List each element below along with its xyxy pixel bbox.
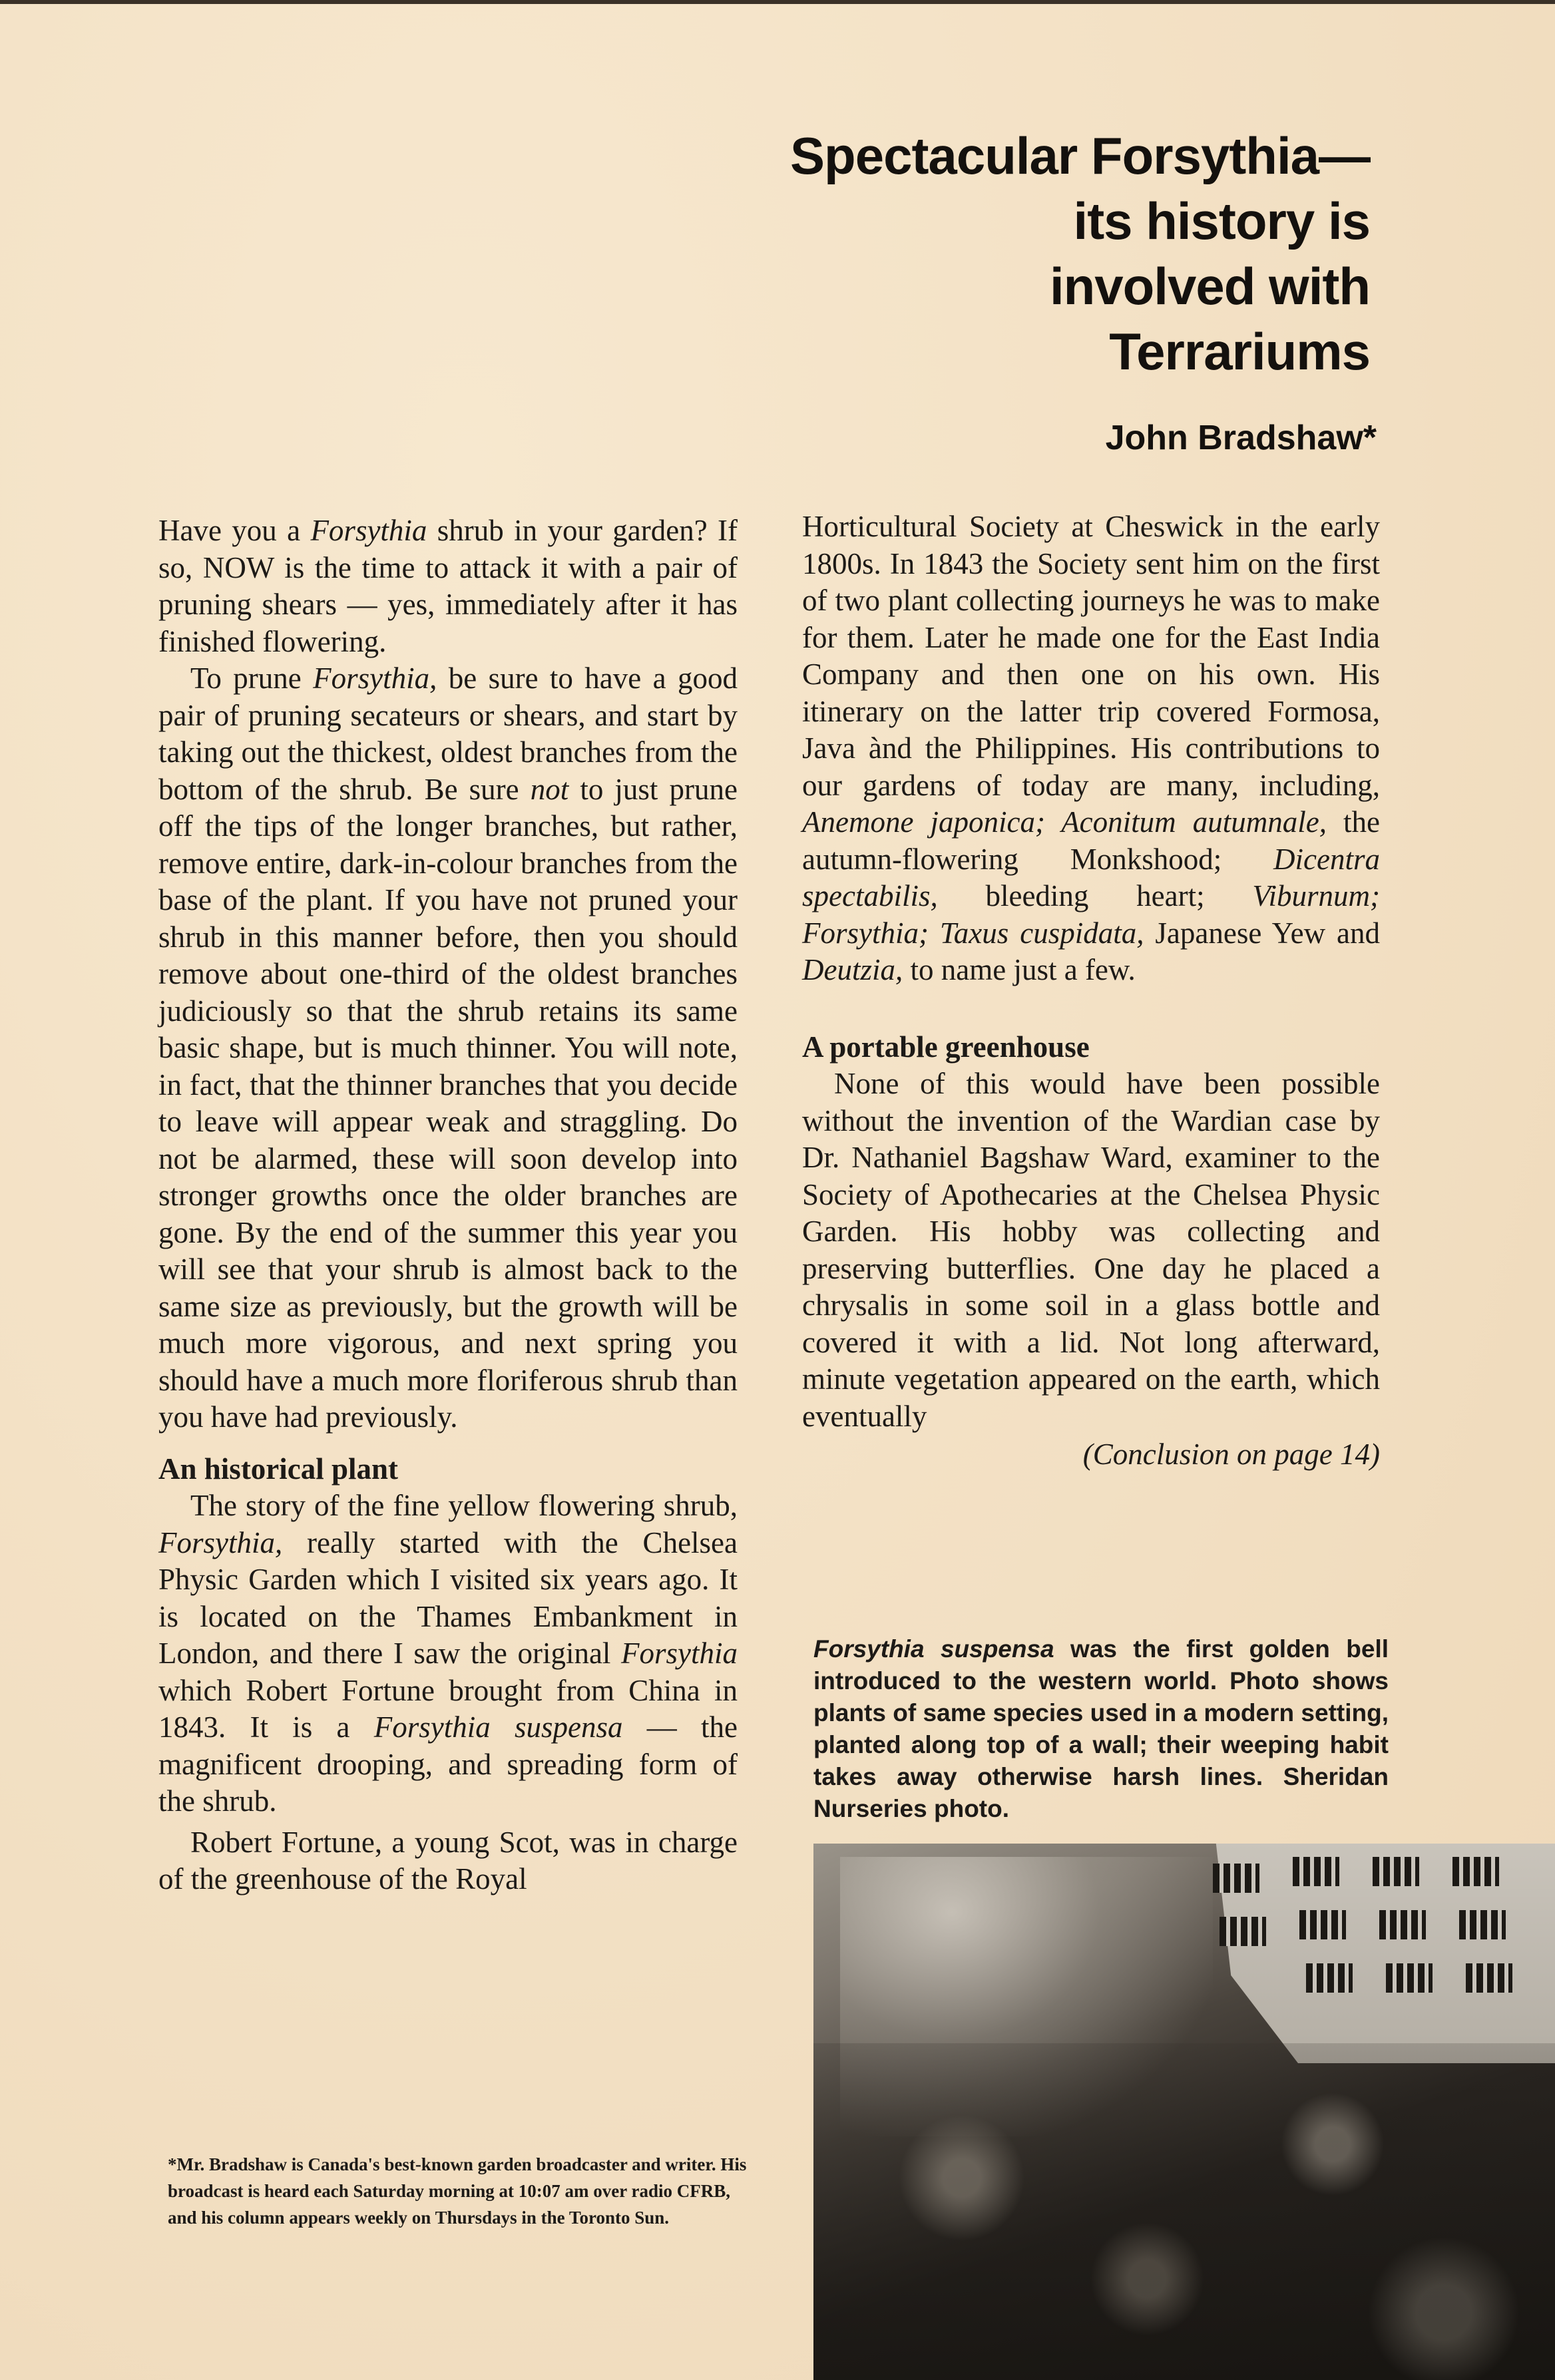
article-title — [704, 123, 1370, 384]
forsythia-photo — [813, 1844, 1555, 2380]
page-top-rule — [0, 0, 1555, 4]
photo-building-window — [1293, 1857, 1339, 1886]
photo-building-window — [1466, 1963, 1512, 1993]
section-subhead: A portable greenhouse — [802, 1030, 1090, 1064]
photo-building-window — [1459, 1910, 1506, 1939]
paragraph: Horticultural Society at Cheswick in the early 1800s. In 1843 the Society sent him on the first of two plant collecting journeys he was to make for them. Later he made one for the East India Company and then one on his own. His itinerary on the latter trip covered Formosa, Java ànd the Philippines. His contributions to our gardens of today are many, including, Anemone japonica; Aconitum autumnale, the autumn-flowering Monkshood; Dicentra spectabilis, bleeding heart; Viburnum; Forsythia; Taxus cuspidata, Japanese Yew and Deutzia, to name just a few. — [802, 510, 1380, 986]
photo-drooping-forsythia — [813, 2043, 1555, 2380]
author-footnote: *Mr. Bradshaw is Canada's best-known garden broadcaster and writer. His broadcast is heard each Saturday morning at 10:07 am over radio CFRB, and his column appears weekly on Thursdays in the Toronto Sun. — [168, 2154, 747, 2228]
photo-building-window — [1373, 1857, 1419, 1886]
paragraph: Robert Fortune, a young Scot, was in charge of the greenhouse of the Royal — [158, 1825, 738, 1895]
title-line: involved with — [1049, 257, 1370, 315]
photo-building-window — [1220, 1917, 1266, 1946]
continuation-note: (Conclusion on page 14) — [1082, 1438, 1380, 1471]
title-line: its history is — [1073, 192, 1370, 250]
paragraph: The story of the fine yellow flowering shrub, Forsythia, really started with the Chelsea Physic Garden which I visited six years ago. It is located on the Thames Embankment in London, and there I saw the original Forsythia which Robert Fortune brought from China in 1843. It is a Forsythia suspensa — the magnificent drooping, and spreading form of the shrub. — [158, 1489, 738, 1818]
title-line: Spectacular Forsythia— — [790, 126, 1370, 185]
photo-building-window — [1379, 1910, 1426, 1939]
left-column — [158, 512, 738, 1898]
photo-building-window — [1299, 1910, 1346, 1939]
paragraph: Have you a Forsythia shrub in your garden? If so, NOW is the time to attack it with a pair of pruning shears — yes, immediately after it has finished flowering. — [158, 514, 738, 658]
photo-building-window — [1213, 1864, 1259, 1893]
paragraph: None of this would have been possible without the invention of the Wardian case by Dr. Nathaniel Bagshaw Ward, examiner to the Society of Apothecaries at the Chelsea Physic Garden. His hobby was collecting and preserving butterflies. One day he placed a chrysalis in some soil in a glass bottle and covered it with a lid. Not long afterward, minute vegetation appeared on the earth, which eventually — [802, 1067, 1380, 1433]
title-line: Terrariums — [1109, 322, 1370, 381]
section-subhead: An historical plant — [158, 1452, 399, 1486]
photo-building-window — [1306, 1963, 1353, 1993]
photo-building-window — [1452, 1857, 1499, 1886]
photo-building-window — [1386, 1963, 1433, 1993]
photo-caption: Forsythia suspensa was the first golden bell introduced to the western world. Photo shows plants of same species used in a modern setting, planted along top of a wall; their weeping habit takes away otherwise harsh lines. Sheridan Nurseries photo. — [813, 1635, 1389, 1822]
author-byline: John Bradshaw* — [1105, 419, 1377, 457]
right-column — [802, 508, 1380, 1474]
paragraph: To prune Forsythia, be sure to have a good pair of pruning secateurs or shears, and start by taking out the thickest, oldest branches from the bottom of the shrub. Be sure not to just prune off the tips of the longer branches, but rather, remove entire, dark-in-colour branches from the base of the plant. If you have not pruned your shrub in this manner before, then you should remove about one-third of the oldest branches judiciously so that the shrub retains its same basic shape, but is much thinner. You will note, in fact, that the thinner branches that you decide to leave will appear weak and straggling. Do not be alarmed, these will soon develop into stronger growths once the older branches are gone. By the end of the summer this year you will see that your shrub is almost back to the same size as previously, but the growth will be much more vigorous, and next spring you should have a much more floriferous shrub than you have had previously. — [158, 662, 738, 1434]
